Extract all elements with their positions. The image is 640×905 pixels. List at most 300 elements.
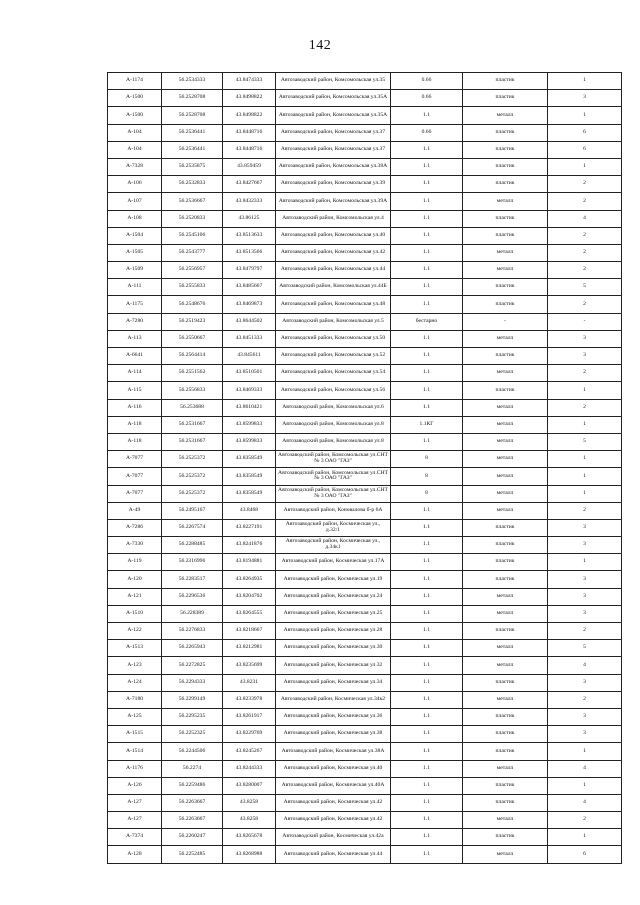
longitude-cell: 43.8280007 <box>223 777 276 794</box>
site-id-cell: А-111 <box>108 279 162 296</box>
longitude-cell: 43.8468 <box>223 502 276 519</box>
latitude-cell: 56.2551562 <box>162 365 223 382</box>
table-row <box>108 244 622 261</box>
address-cell: Автозаводский район, Комсомольская ул.СНТ № 3 ОАО "ГАЗ" <box>276 451 391 468</box>
count-cell: 4 <box>548 760 622 777</box>
count-cell: 2 <box>548 296 622 313</box>
count-cell: - <box>548 313 622 330</box>
site-id-cell: А-106 <box>108 176 162 193</box>
table-row <box>108 124 622 141</box>
material-cell: пластик <box>463 348 548 365</box>
address-cell: Автозаводский район, Комсомольская ул.8 <box>276 416 391 433</box>
address-cell: Автозаводский район, Космическая ул.30 <box>276 640 391 657</box>
count-cell: 1 <box>548 158 622 175</box>
site-id-cell: А-127 <box>108 794 162 811</box>
longitude-cell: 43.8432333 <box>223 193 276 210</box>
longitude-cell: 43.845611 <box>223 348 276 365</box>
volume-cell: 8 <box>391 485 463 502</box>
site-id-cell: А-49 <box>108 502 162 519</box>
longitude-cell: 43.8644502 <box>223 313 276 330</box>
volume-cell: 0.66 <box>391 90 463 107</box>
table-row <box>108 794 622 811</box>
count-cell: 2 <box>548 227 622 244</box>
material-cell: пластик <box>463 708 548 725</box>
latitude-cell: 56.2532833 <box>162 176 223 193</box>
address-cell: Автозаводский район, Космическая ул., д.32/1 <box>276 519 391 536</box>
table-row <box>108 605 622 622</box>
longitude-cell: 43.8258 <box>223 794 276 811</box>
count-cell: 3 <box>548 330 622 347</box>
material-cell: пластик <box>463 743 548 760</box>
volume-cell: 1.1 <box>391 743 463 760</box>
address-cell: Автозаводский район, Космическая ул.34 <box>276 674 391 691</box>
latitude-cell: 56.2564414 <box>162 348 223 365</box>
longitude-cell: 43.8212981 <box>223 640 276 657</box>
volume-cell: 1.1КГ <box>391 416 463 433</box>
address-cell: Автозаводский район, Комсомольская ул.35А <box>276 90 391 107</box>
longitude-cell: 43.8599833 <box>223 416 276 433</box>
volume-cell: 1.1 <box>391 227 463 244</box>
site-id-cell: А-1510 <box>108 605 162 622</box>
site-id-cell: А-124 <box>108 674 162 691</box>
latitude-cell: 56.2543777 <box>162 244 223 261</box>
address-cell: Автозаводский район, Космическая ул.25 <box>276 605 391 622</box>
address-cell: Автозаводский район, Космическая ул.38А <box>276 743 391 760</box>
site-id-cell: А-7077 <box>108 451 162 468</box>
address-cell: Автозаводский район, Комсомольская ул.54 <box>276 365 391 382</box>
site-id-cell: А-1504 <box>108 227 162 244</box>
address-cell: Автозаводский район, Космическая ул.19 <box>276 571 391 588</box>
site-id-cell: А-7077 <box>108 485 162 502</box>
material-cell: пластик <box>463 571 548 588</box>
latitude-cell: 56.2295235 <box>162 708 223 725</box>
count-cell: 1 <box>548 485 622 502</box>
address-cell: Автозаводский район, Комсомольская ул.4 <box>276 210 391 227</box>
address-cell: Автозаводский район, Комсомольская ул.37 <box>276 124 391 141</box>
longitude-cell: 43.8264935 <box>223 571 276 588</box>
material-cell: - <box>463 313 548 330</box>
volume-cell: 1.1 <box>391 158 463 175</box>
count-cell: 2 <box>548 502 622 519</box>
count-cell: 6 <box>548 141 622 158</box>
table-row <box>108 760 622 777</box>
material-cell: металл <box>463 485 548 502</box>
address-cell: Автозаводский район, Космическая ул.17А <box>276 554 391 571</box>
table-row <box>108 365 622 382</box>
latitude-cell: 56.2525372 <box>162 468 223 485</box>
site-id-cell: А-1176 <box>108 760 162 777</box>
table-row <box>108 777 622 794</box>
latitude-cell: 56.2263667 <box>162 812 223 829</box>
latitude-cell: 56.228389 <box>162 605 223 622</box>
material-cell: пластик <box>463 726 548 743</box>
latitude-cell: 56.2536667 <box>162 193 223 210</box>
site-id-cell: А-118 <box>108 416 162 433</box>
table-row <box>108 141 622 158</box>
table-row <box>108 588 622 605</box>
material-cell: пластик <box>463 519 548 536</box>
site-id-cell: А-128 <box>108 846 162 863</box>
count-cell: 3 <box>548 90 622 107</box>
count-cell: 2 <box>548 623 622 640</box>
site-id-cell: А-120 <box>108 571 162 588</box>
table-row <box>108 433 622 450</box>
material-cell: металл <box>463 760 548 777</box>
count-cell: 5 <box>548 433 622 450</box>
material-cell: металл <box>463 262 548 279</box>
latitude-cell: 56.2274 <box>162 760 223 777</box>
address-cell: Автозаводский район, Комсомольская ул.48 <box>276 296 391 313</box>
table-row <box>108 279 622 296</box>
table-row <box>108 193 622 210</box>
address-cell: Автозаводский район, Комсомольская ул.37 <box>276 141 391 158</box>
volume-cell: 1.1 <box>391 588 463 605</box>
table-row <box>108 812 622 829</box>
count-cell: 1 <box>548 829 622 846</box>
count-cell: 2 <box>548 812 622 829</box>
count-cell: 3 <box>548 588 622 605</box>
count-cell: 2 <box>548 691 622 708</box>
table-row <box>108 107 622 124</box>
latitude-cell: 56.2263667 <box>162 794 223 811</box>
table-row <box>108 726 622 743</box>
longitude-cell: 43.8513566 <box>223 244 276 261</box>
latitude-cell: 56.2267574 <box>162 519 223 536</box>
table-row <box>108 262 622 279</box>
address-cell: Автозаводский район, Космическая ул.38 <box>276 726 391 743</box>
material-cell: пластик <box>463 210 548 227</box>
material-cell: металл <box>463 107 548 124</box>
volume-cell: 0.66 <box>391 73 463 90</box>
longitude-cell: 43.8258 <box>223 812 276 829</box>
site-id-cell: А-1500 <box>108 107 162 124</box>
site-id-cell: А-1500 <box>108 90 162 107</box>
table-row <box>108 210 622 227</box>
volume-cell: 1.1 <box>391 537 463 554</box>
address-cell: Автозаводский район, Космическая ул.42 <box>276 812 391 829</box>
site-id-cell: А-119 <box>108 554 162 571</box>
site-id-cell: А-123 <box>108 657 162 674</box>
volume-cell: 1.1 <box>391 279 463 296</box>
volume-cell: 1.1 <box>391 623 463 640</box>
count-cell: 2 <box>548 193 622 210</box>
material-cell: пластик <box>463 554 548 571</box>
material-cell: металл <box>463 451 548 468</box>
table-row <box>108 691 622 708</box>
address-cell: Автозаводский район, Комсомольская ул.35 <box>276 73 391 90</box>
count-cell: 6 <box>548 124 622 141</box>
table-row <box>108 416 622 433</box>
count-cell: 2 <box>548 365 622 382</box>
material-cell: пластик <box>463 279 548 296</box>
longitude-cell: 43.8264555 <box>223 605 276 622</box>
address-cell: Автозаводский район, Комсомольская ул.8 <box>276 433 391 450</box>
material-cell: металл <box>463 812 548 829</box>
table-row <box>108 399 622 416</box>
latitude-cell: 56.2244506 <box>162 743 223 760</box>
site-id-cell: А-126 <box>108 777 162 794</box>
material-cell: пластик <box>463 227 548 244</box>
material-cell: металл <box>463 244 548 261</box>
volume-cell: 1.1 <box>391 657 463 674</box>
longitude-cell: 43.8218667 <box>223 623 276 640</box>
volume-cell: 1.1 <box>391 382 463 399</box>
volume-cell: 1.1 <box>391 244 463 261</box>
count-cell: 3 <box>548 605 622 622</box>
longitude-cell: 43.86125 <box>223 210 276 227</box>
count-cell: 1 <box>548 107 622 124</box>
site-id-cell: А-1175 <box>108 296 162 313</box>
longitude-cell: 43.8358549 <box>223 468 276 485</box>
latitude-cell: 56.253688 <box>162 399 223 416</box>
address-cell: Автозаводский район, Комсомольская ул.56 <box>276 382 391 399</box>
material-cell: металл <box>463 588 548 605</box>
address-cell: Автозаводский район, Комсомольская ул.СНТ № 3 ОАО "ГАЗ" <box>276 468 391 485</box>
latitude-cell: 56.2316996 <box>162 554 223 571</box>
latitude-cell: 56.2252325 <box>162 726 223 743</box>
longitude-cell: 43.8194881 <box>223 554 276 571</box>
table-row <box>108 708 622 725</box>
count-cell: 4 <box>548 657 622 674</box>
longitude-cell: 43.8241876 <box>223 537 276 554</box>
volume-cell: 1.1 <box>391 812 463 829</box>
volume-cell: 1.1 <box>391 794 463 811</box>
site-id-cell: А-1505 <box>108 244 162 261</box>
volume-cell: 8 <box>391 451 463 468</box>
table-row <box>108 554 622 571</box>
count-cell: 3 <box>548 537 622 554</box>
material-cell: пластик <box>463 382 548 399</box>
latitude-cell: 56.2555833 <box>162 279 223 296</box>
site-id-cell: А-7330 <box>108 537 162 554</box>
address-cell: Автозаводский район, Комсомольская ул.50 <box>276 330 391 347</box>
address-cell: Автозаводский район, Коновалова б-р 6А <box>276 502 391 519</box>
latitude-cell: 56.2272825 <box>162 657 223 674</box>
latitude-cell: 56.2299149 <box>162 691 223 708</box>
material-cell: пластик <box>463 141 548 158</box>
longitude-cell: 43.8358549 <box>223 485 276 502</box>
material-cell: пластик <box>463 73 548 90</box>
latitude-cell: 56.2296536 <box>162 588 223 605</box>
address-cell: Автозаводский район, Космическая ул.40А <box>276 777 391 794</box>
material-cell: пластик <box>463 794 548 811</box>
latitude-cell: 56.2536441 <box>162 124 223 141</box>
longitude-cell: 43.8474333 <box>223 73 276 90</box>
site-id-cell: А-108 <box>108 210 162 227</box>
longitude-cell: 43.8268988 <box>223 846 276 863</box>
longitude-cell: 43.8448716 <box>223 124 276 141</box>
address-cell: Автозаводский район, Комсомольская ул.42 <box>276 244 391 261</box>
volume-cell: 1.1 <box>391 554 463 571</box>
longitude-cell: 43.8469873 <box>223 296 276 313</box>
site-id-cell: А-1515 <box>108 726 162 743</box>
address-cell: Автозаводский район, Комсомольская ул.44Б <box>276 279 391 296</box>
longitude-cell: 43.8427667 <box>223 176 276 193</box>
volume-cell: 1.1 <box>391 176 463 193</box>
volume-cell: 1.1 <box>391 433 463 450</box>
latitude-cell: 56.2528708 <box>162 90 223 107</box>
volume-cell: 1.1 <box>391 674 463 691</box>
longitude-cell: 43.8358549 <box>223 451 276 468</box>
volume-cell: 1.1 <box>391 726 463 743</box>
address-cell: Автозаводский район, Космическая ул.42 <box>276 794 391 811</box>
site-id-cell: А-122 <box>108 623 162 640</box>
volume-cell: 1.1 <box>391 605 463 622</box>
table-row <box>108 73 622 90</box>
volume-cell: 1.1 <box>391 846 463 863</box>
site-id-cell: А-1514 <box>108 743 162 760</box>
table-row <box>108 348 622 365</box>
site-id-cell: А-104 <box>108 124 162 141</box>
material-cell: металл <box>463 468 548 485</box>
table-row <box>108 485 622 502</box>
longitude-cell: 43.8204702 <box>223 588 276 605</box>
count-cell: 1 <box>548 451 622 468</box>
count-cell: 3 <box>548 726 622 743</box>
material-cell: металл <box>463 640 548 657</box>
volume-cell: 1.1 <box>391 262 463 279</box>
address-cell: Автозаводский район, Комсомольская ул.38А <box>276 158 391 175</box>
longitude-cell: 43.8227191 <box>223 519 276 536</box>
volume-cell: 1.1 <box>391 296 463 313</box>
material-cell: металл <box>463 846 548 863</box>
address-cell: Автозаводский район, Комсомольская ул.39А <box>276 193 391 210</box>
table-row <box>108 468 622 485</box>
latitude-cell: 56.2520833 <box>162 210 223 227</box>
site-id-cell: А-104 <box>108 141 162 158</box>
address-cell: Автозаводский район, Комсомольская ул.35А <box>276 107 391 124</box>
count-cell: 3 <box>548 674 622 691</box>
site-id-cell: А-7328 <box>108 158 162 175</box>
material-cell: пластик <box>463 674 548 691</box>
latitude-cell: 56.2548676 <box>162 296 223 313</box>
address-cell: Автозаводский район, Космическая ул., д.34к1 <box>276 537 391 554</box>
volume-cell: 1.1 <box>391 777 463 794</box>
latitude-cell: 56.2276833 <box>162 623 223 640</box>
site-id-cell: А-116 <box>108 399 162 416</box>
address-cell: Автозаводский район, Космическая ул.40 <box>276 760 391 777</box>
longitude-cell: 43.8233978 <box>223 691 276 708</box>
table-row <box>108 296 622 313</box>
material-cell: металл <box>463 193 548 210</box>
latitude-cell: 56.2556957 <box>162 262 223 279</box>
longitude-cell: 43.8610421 <box>223 399 276 416</box>
site-id-cell: А-7077 <box>108 468 162 485</box>
site-id-cell: А-125 <box>108 708 162 725</box>
container-sites-table <box>107 72 622 864</box>
longitude-cell: 43.8245267 <box>223 743 276 760</box>
table-row <box>108 743 622 760</box>
table-row <box>108 640 622 657</box>
volume-cell: 0.66 <box>391 124 463 141</box>
latitude-cell: 56.2525372 <box>162 485 223 502</box>
longitude-cell: 43.8451333 <box>223 330 276 347</box>
material-cell: пластик <box>463 158 548 175</box>
volume-cell: 1.1 <box>391 691 463 708</box>
longitude-cell: 43.8265678 <box>223 829 276 846</box>
site-id-cell: А-118 <box>108 433 162 450</box>
material-cell: металл <box>463 416 548 433</box>
volume-cell: 1.1 <box>391 502 463 519</box>
longitude-cell: 43.8479797 <box>223 262 276 279</box>
material-cell: металл <box>463 399 548 416</box>
table-row <box>108 227 622 244</box>
table-body <box>108 73 622 864</box>
latitude-cell: 56.2535875 <box>162 158 223 175</box>
material-cell: металл <box>463 365 548 382</box>
longitude-cell: 43.8235699 <box>223 657 276 674</box>
table-row <box>108 330 622 347</box>
count-cell: 2 <box>548 176 622 193</box>
volume-cell: 1.1 <box>391 760 463 777</box>
count-cell: 1 <box>548 73 622 90</box>
site-id-cell: А-127 <box>108 812 162 829</box>
volume-cell: 1.1 <box>391 107 463 124</box>
material-cell: пластик <box>463 623 548 640</box>
longitude-cell: 43.8513633 <box>223 227 276 244</box>
volume-cell: 1.1 <box>391 330 463 347</box>
count-cell: 1 <box>548 554 622 571</box>
count-cell: 3 <box>548 571 622 588</box>
count-cell: 1 <box>548 743 622 760</box>
longitude-cell: 43.8261917 <box>223 708 276 725</box>
address-cell: Автозаводский район, Комсомольская ул.44 <box>276 262 391 279</box>
material-cell: пластик <box>463 124 548 141</box>
volume-cell: 1.1 <box>391 571 463 588</box>
latitude-cell: 56.2534333 <box>162 73 223 90</box>
count-cell: 2 <box>548 399 622 416</box>
count-cell: 5 <box>548 640 622 657</box>
site-id-cell: А-114 <box>108 365 162 382</box>
count-cell: 3 <box>548 348 622 365</box>
count-cell: 2 <box>548 244 622 261</box>
latitude-cell: 56.2531667 <box>162 416 223 433</box>
material-cell: металл <box>463 330 548 347</box>
site-id-cell: А-1513 <box>108 640 162 657</box>
material-cell: металл <box>463 433 548 450</box>
latitude-cell: 56.2294333 <box>162 674 223 691</box>
table-row <box>108 623 622 640</box>
address-cell: Автозаводский район, Комсомольская ул.40 <box>276 227 391 244</box>
longitude-cell: 43.8498822 <box>223 90 276 107</box>
latitude-cell: 56.2259486 <box>162 777 223 794</box>
latitude-cell: 56.2550667 <box>162 330 223 347</box>
latitude-cell: 56.2545106 <box>162 227 223 244</box>
volume-cell: 1.1 <box>391 193 463 210</box>
material-cell: пластик <box>463 537 548 554</box>
longitude-cell: 43.8510501 <box>223 365 276 382</box>
table-row <box>108 657 622 674</box>
site-id-cell: А-7180 <box>108 691 162 708</box>
longitude-cell: 43.8599833 <box>223 433 276 450</box>
table-row <box>108 158 622 175</box>
address-cell: Автозаводский район, Космическая ул.32 <box>276 657 391 674</box>
volume-cell: 1.1 <box>391 519 463 536</box>
material-cell: пластик <box>463 829 548 846</box>
latitude-cell: 56.2283517 <box>162 571 223 588</box>
table-row <box>108 176 622 193</box>
longitude-cell: 43.8244333 <box>223 760 276 777</box>
table-row <box>108 829 622 846</box>
volume-cell: 1.1 <box>391 141 463 158</box>
latitude-cell: 56.2519423 <box>162 313 223 330</box>
latitude-cell: 56.2525372 <box>162 451 223 468</box>
count-cell: 3 <box>548 708 622 725</box>
count-cell: 1 <box>548 468 622 485</box>
address-cell: Автозаводский район, Комсомольская ул.5 <box>276 313 391 330</box>
count-cell: 1 <box>548 382 622 399</box>
longitude-cell: 43.8498822 <box>223 107 276 124</box>
